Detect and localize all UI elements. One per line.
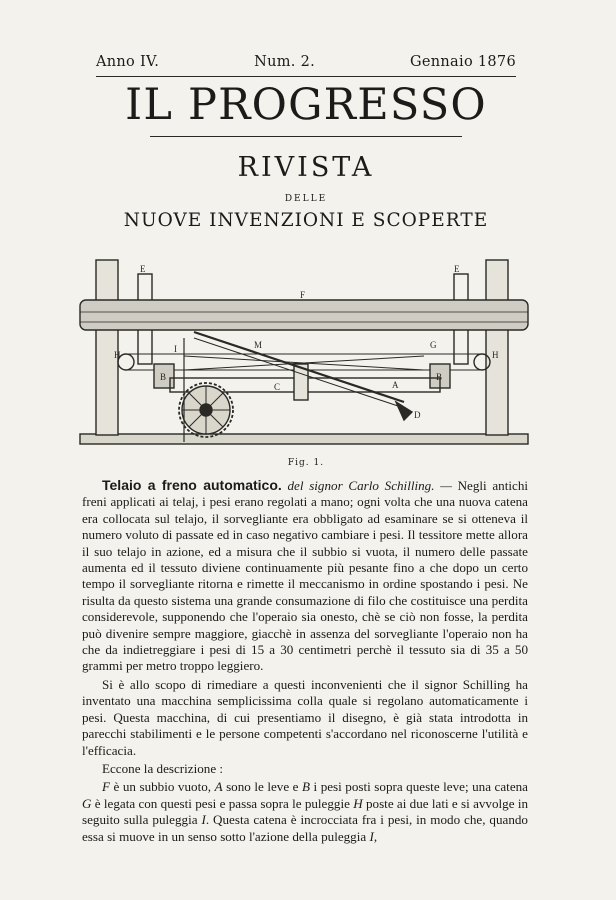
figure-caption: Fig. 1. bbox=[287, 458, 325, 468]
base-plank bbox=[80, 434, 528, 444]
label-f: F bbox=[300, 290, 306, 300]
article-body bbox=[82, 477, 528, 845]
label-c: C bbox=[274, 382, 281, 392]
right-frame-post bbox=[486, 260, 508, 435]
label-h-right: H bbox=[492, 350, 499, 360]
issue-date: Gennaio 1876 bbox=[410, 54, 516, 70]
pawl bbox=[396, 402, 412, 420]
label-b-left: B bbox=[160, 372, 167, 382]
journal-subtitle: NUOVE INVENZIONI E SCOPERTE bbox=[123, 210, 489, 231]
issue-info-line bbox=[96, 54, 516, 70]
issue-number: Num. 2. bbox=[254, 54, 316, 70]
empty-beam bbox=[80, 300, 528, 330]
label-e-left: E bbox=[140, 264, 146, 274]
issue-year: Anno IV. bbox=[96, 54, 160, 70]
title-rule bbox=[150, 136, 462, 137]
header-rule bbox=[96, 76, 516, 77]
label-g: G bbox=[430, 340, 437, 350]
loom-brake-illustration bbox=[74, 252, 534, 452]
paragraph-1 bbox=[82, 477, 528, 675]
label-e-right: E bbox=[454, 264, 460, 274]
paragraph-4: F è un subbio vuoto, A sono le leve e B i pesi posti sopra queste leve; una catena G è legata con questi pesi e passa sopra le puleggie H poste ai due lati e si avvolge in seguito sulla puleggia I. Questa catena è incrocciata fra i pesi, in modo che, quando essa si muove in un senso sotto l'azione della puleggia I, bbox=[82, 779, 529, 844]
delle-word: DELLE bbox=[284, 194, 328, 204]
journal-title: IL PROGRESSO bbox=[125, 80, 487, 130]
paragraph-3: Eccone la descrizione : bbox=[102, 760, 224, 776]
rivista-heading: RIVISTA bbox=[237, 152, 375, 183]
left-frame-post bbox=[96, 260, 118, 435]
article-author: del signor Carlo Schilling. — bbox=[287, 478, 452, 493]
label-m: M bbox=[254, 340, 263, 350]
label-d: D bbox=[414, 410, 421, 420]
article-heading: Telaio a freno automatico. bbox=[102, 477, 282, 493]
paragraph-2: Si è allo scopo di rimediare a questi inconvenienti che il signor Schilling ha inventato una macchina semplicissima colla quale si regolano automaticamente i pesi. Questa macchina, di cui presentiamo il disegno, è già stata introdotta in parecchi stabilimenti e le persone competenti s'accordano nel riconoscerne l'utilità e l'efficacia. bbox=[82, 676, 528, 758]
label-a: A bbox=[392, 380, 399, 390]
label-i: I bbox=[174, 344, 177, 354]
label-b-right: B bbox=[436, 372, 443, 382]
label-h-left: H bbox=[114, 350, 121, 360]
paragraph-1-text: Negli antichi freni applicati ai telaj, i pesi erano regolati a mano; ogni volta che una nuova catena era collocata sul telajo, il sorvegliante era obbligato ad esaminare se si otteneva il numero voluto di passate ed in caso negativo cambiare i pesi. Il tessitore mette allora il suo telajo in azione, ed a misura che il subbio si vuota, il numero delle passate aumenta ed il tessuto diviene continuamente più pesante fino a che dopo un certo tempo il sorvegliante ritorna e rimette il meccanismo in ordine spostando i pesi. Ne risulta da questo sistema una grande consumazione di filo che costituisce una perdita considerevole, supponendo che l'operaio sia onesto, chè se ciò non fosse, la perdita può divenire sempre maggiore, giacchè in assenza del sorvegliante l'operaio non ha che da indietreggiare i pesi di 15 a 30 centimetri perchè il tessuto sia di 35 a 50 grammi per metro troppo leggiero. bbox=[82, 478, 528, 674]
